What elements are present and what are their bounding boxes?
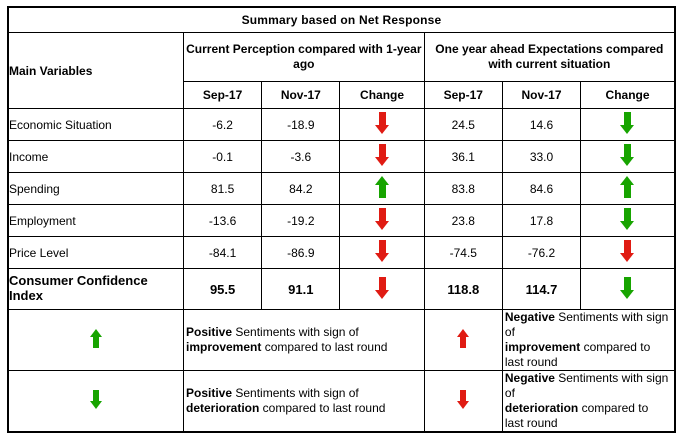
arrow-down-red-icon (375, 112, 390, 134)
cell-current-nov17: -18.9 (262, 109, 340, 141)
cell-expect-nov17: 17.8 (502, 205, 580, 237)
legend-text-negative-improvement (502, 310, 675, 371)
arrow-up-green-icon (375, 176, 390, 198)
col-expect-nov17: Nov-17 (502, 82, 580, 109)
cell-expect-change (581, 205, 675, 237)
row-label: Spending (8, 173, 184, 205)
table-row (8, 109, 675, 141)
cell-current-nov17: 84.2 (262, 173, 340, 205)
cell-current-sep17: 95.5 (184, 269, 262, 310)
row-label: Economic Situation (8, 109, 184, 141)
cell-expect-nov17: 33.0 (502, 141, 580, 173)
cell-expect-change (581, 237, 675, 269)
col-current-sep17: Sep-17 (184, 82, 262, 109)
cell-expect-change (581, 141, 675, 173)
legend-strong-deterioration: deterioration (504, 401, 579, 415)
col-expect-change: Change (581, 82, 675, 109)
row-label: Price Level (8, 237, 184, 269)
legend-mid-text: Sentiments with sign of (504, 310, 669, 339)
cell-current-nov17: 91.1 (262, 269, 340, 310)
cell-expect-nov17: 114.7 (502, 269, 580, 310)
cell-current-sep17: -6.2 (184, 109, 262, 141)
current-perception-header: Current Perception compared with 1-year ago (184, 33, 425, 82)
legend-strong-deterioration: deterioration (186, 401, 260, 415)
cell-expect-change (581, 173, 675, 205)
arrow-down-green-icon (620, 208, 635, 230)
legend-text-positive-improvement (184, 310, 425, 371)
legend-end-text: compared to last round (261, 340, 388, 354)
cell-expect-change (581, 269, 675, 310)
legend-strong-improvement: improvement (504, 340, 581, 354)
arrow-down-green-icon (620, 144, 635, 166)
cell-current-sep17: -13.6 (184, 205, 262, 237)
summary-table (7, 6, 676, 433)
cell-expect-sep17: 118.8 (424, 269, 502, 310)
legend-strong-positive: Positive (186, 325, 233, 339)
row-label-cci: Consumer Confidence Index (8, 269, 184, 310)
cell-current-change (340, 173, 424, 205)
cell-expect-sep17: 24.5 (424, 109, 502, 141)
arrow-down-green-icon (620, 112, 635, 134)
table-row (8, 205, 675, 237)
cell-current-change (340, 237, 424, 269)
cell-current-nov17: -19.2 (262, 205, 340, 237)
cell-current-sep17: 81.5 (184, 173, 262, 205)
legend-icon-down-green (8, 371, 184, 433)
table-row-cci (8, 269, 675, 310)
cell-expect-nov17: 84.6 (502, 173, 580, 205)
arrow-up-green-icon (90, 329, 103, 348)
legend-strong-negative: Negative (504, 310, 555, 324)
col-current-nov17: Nov-17 (262, 82, 340, 109)
legend-row-improvement (8, 310, 675, 371)
cell-expect-change (581, 109, 675, 141)
cell-expect-nov17: 14.6 (502, 109, 580, 141)
table-row (8, 237, 675, 269)
main-variables-header: Main Variables (8, 33, 184, 109)
cell-current-sep17: -0.1 (184, 141, 262, 173)
arrow-down-red-icon (375, 144, 390, 166)
cell-current-change (340, 205, 424, 237)
col-current-change: Change (340, 82, 424, 109)
legend-row-deterioration (8, 371, 675, 433)
cell-current-nov17: -3.6 (262, 141, 340, 173)
legend-text-positive-deterioration (184, 371, 425, 433)
row-label: Income (8, 141, 184, 173)
table-group-header-row (8, 33, 675, 82)
legend-icon-up-red (424, 310, 502, 371)
arrow-down-green-icon (90, 390, 103, 409)
cell-current-nov17: -86.9 (262, 237, 340, 269)
legend-end-text: compared to last round (504, 340, 651, 369)
cell-expect-sep17: 83.8 (424, 173, 502, 205)
legend-icon-up-green (8, 310, 184, 371)
arrow-up-green-icon (620, 176, 635, 198)
cell-expect-sep17: 23.8 (424, 205, 502, 237)
legend-mid-text: Sentiments with sign of (504, 371, 669, 400)
legend-text-negative-deterioration (502, 371, 675, 433)
arrow-down-red-icon (375, 277, 390, 299)
cell-current-change (340, 141, 424, 173)
arrow-down-red-icon (375, 208, 390, 230)
arrow-down-green-icon (620, 277, 635, 299)
arrow-down-red-icon (375, 240, 390, 262)
cell-current-sep17: -84.1 (184, 237, 262, 269)
table-title-row (8, 7, 675, 33)
cell-expect-nov17: -76.2 (502, 237, 580, 269)
legend-mid-text: Sentiments with sign of (232, 386, 359, 400)
legend-mid-text: Sentiments with sign of (232, 325, 359, 339)
table-row (8, 173, 675, 205)
arrow-up-red-icon (457, 329, 470, 348)
legend-strong-negative: Negative (504, 371, 555, 385)
cell-current-change (340, 109, 424, 141)
legend-icon-down-red (424, 371, 502, 433)
expectations-header: One year ahead Expectations compared with current situation (424, 33, 675, 82)
legend-end-text: compared to last round (504, 401, 649, 430)
legend-end-text: compared to last round (259, 401, 386, 415)
row-label: Employment (8, 205, 184, 237)
col-expect-sep17: Sep-17 (424, 82, 502, 109)
cell-expect-sep17: 36.1 (424, 141, 502, 173)
page-title: Summary based on Net Response (8, 7, 675, 33)
arrow-down-red-icon (620, 240, 635, 262)
legend-strong-positive: Positive (186, 386, 233, 400)
cell-expect-sep17: -74.5 (424, 237, 502, 269)
cell-current-change (340, 269, 424, 310)
table-row (8, 141, 675, 173)
legend-strong-improvement: improvement (186, 340, 262, 354)
arrow-down-red-icon (457, 390, 470, 409)
